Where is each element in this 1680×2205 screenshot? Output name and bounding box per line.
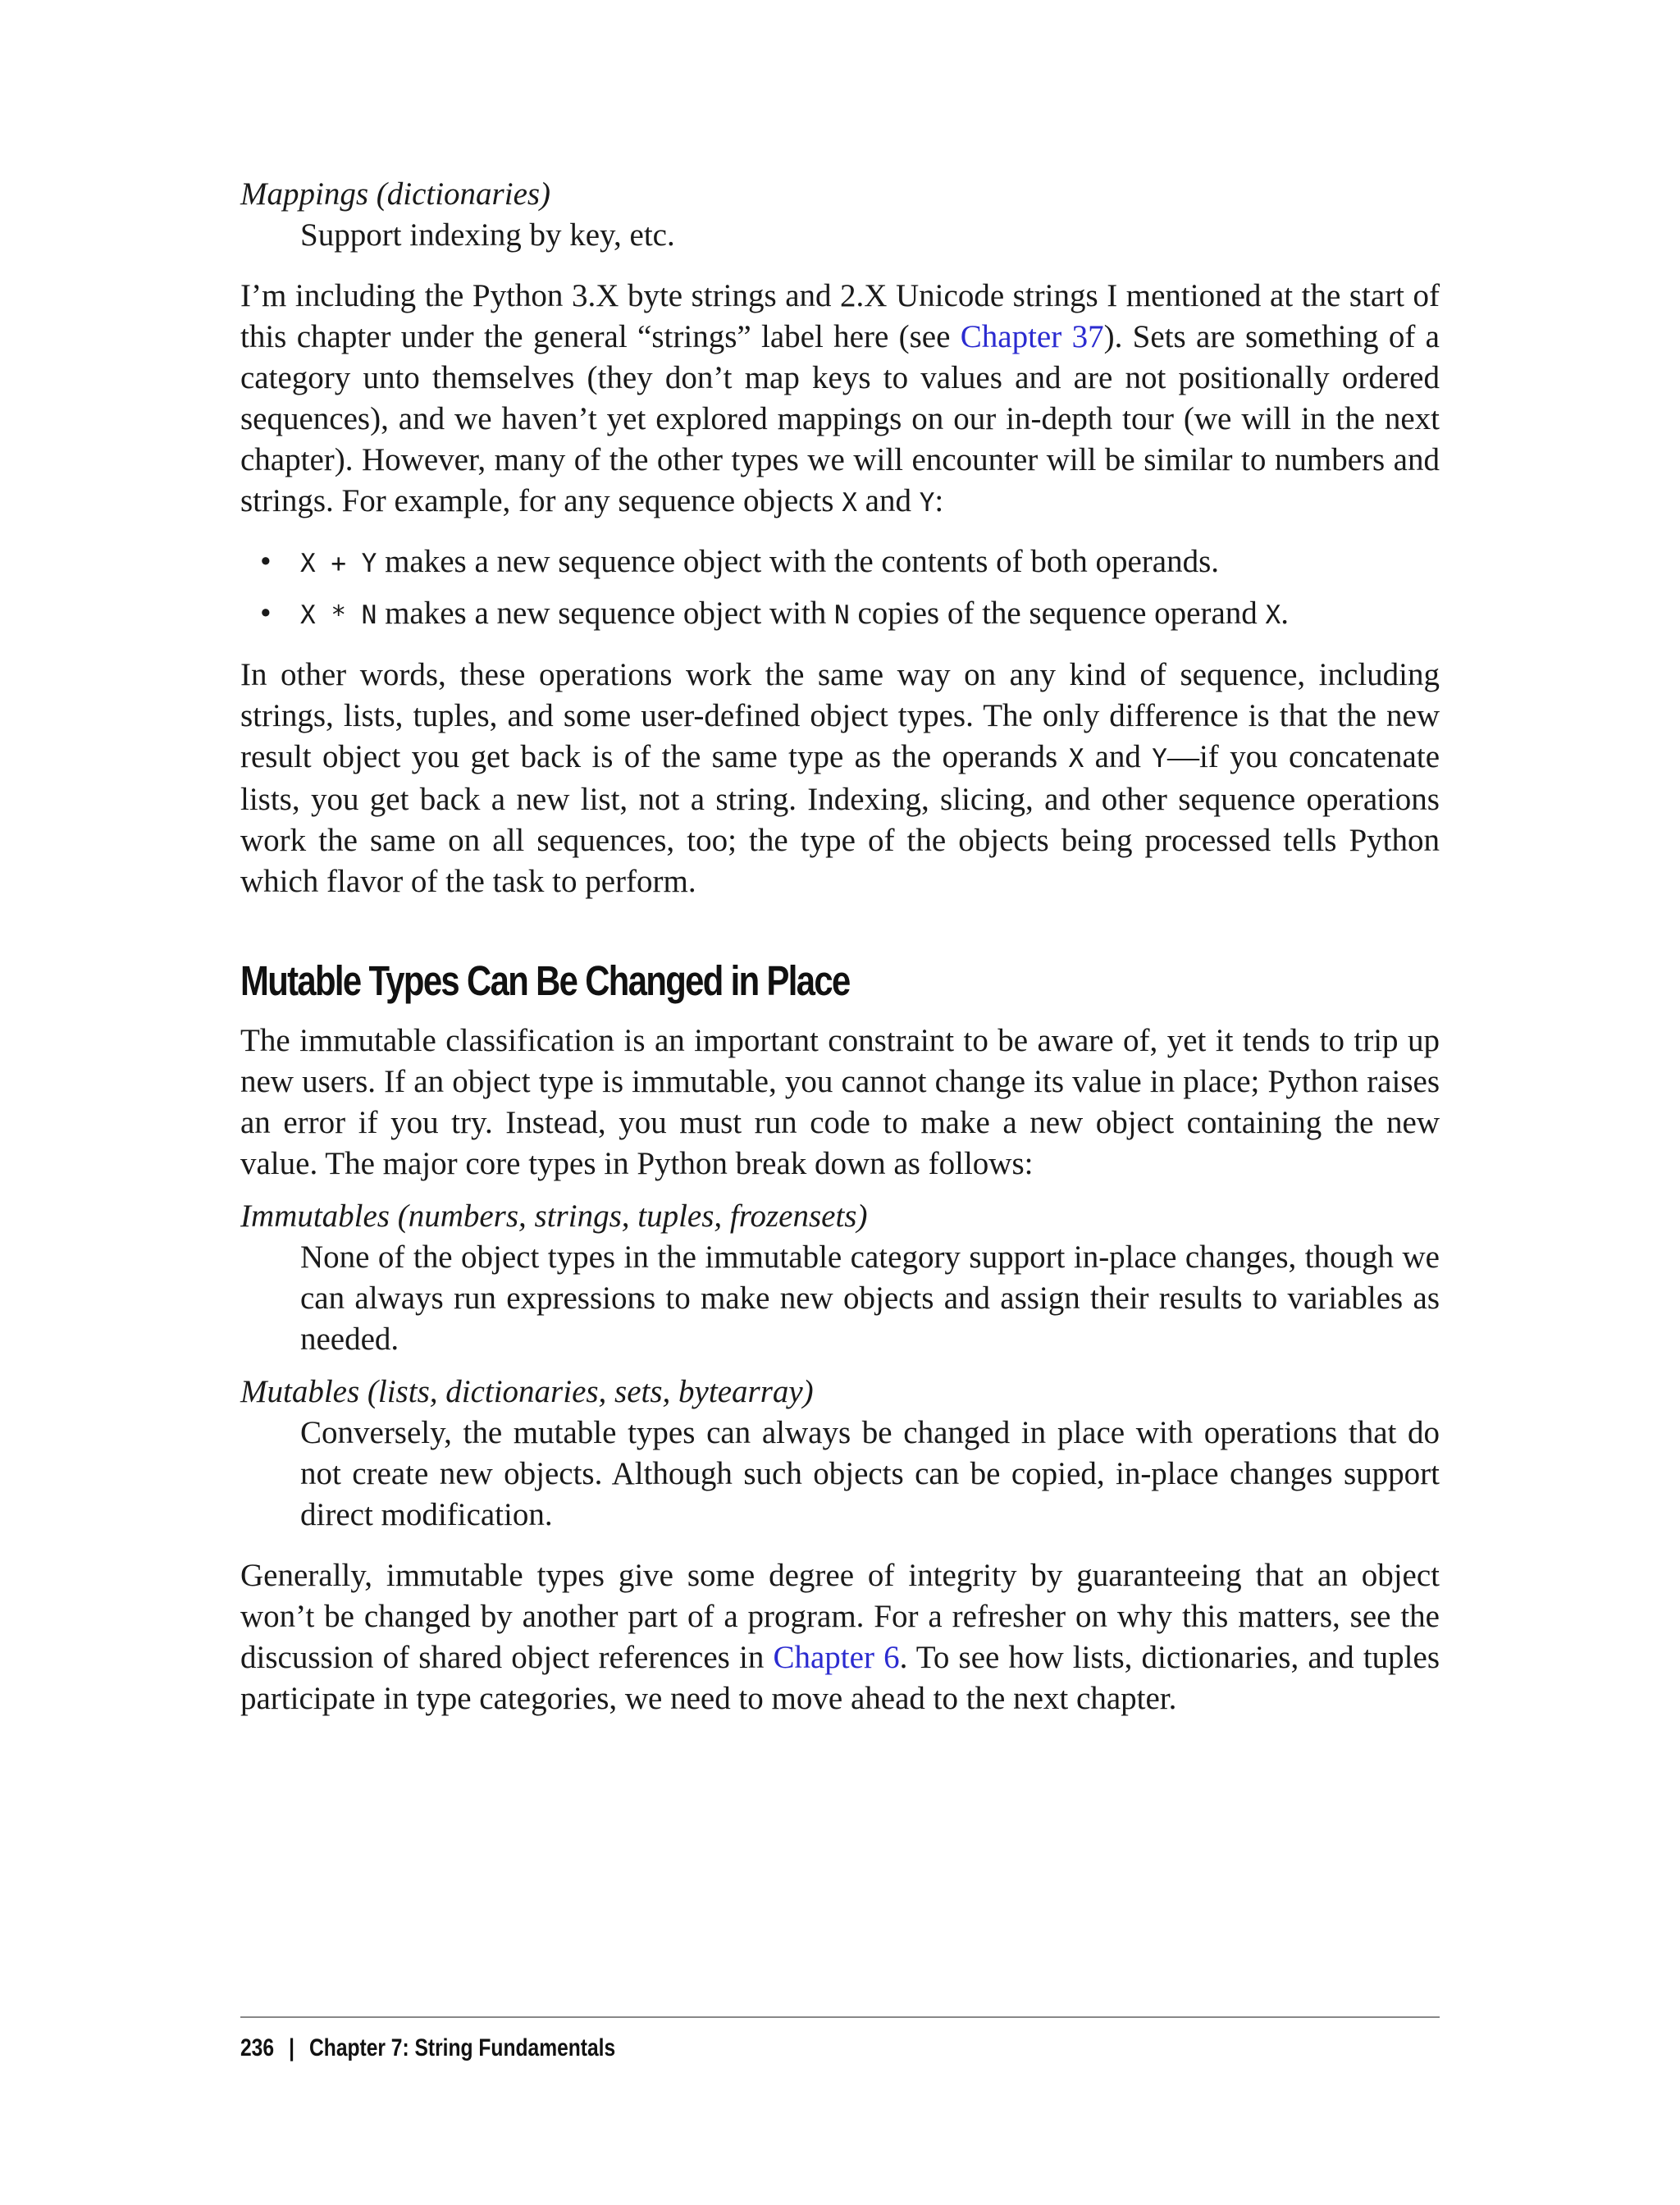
- code-n: N: [834, 600, 850, 630]
- page-body: [240, 174, 1440, 1719]
- page-number: 236: [240, 2034, 275, 2061]
- paragraph-strings-categories: [240, 276, 1440, 523]
- chapter-6-link[interactable]: Chapter 6: [773, 1640, 900, 1675]
- footer-running-head: [240, 2034, 1224, 2062]
- code-y: Y: [919, 488, 935, 518]
- page-footer: [240, 2016, 1440, 2062]
- para1-text-2: ). Sets are something of a category unto themselves (they don’t map keys to values and are not positionally ordered sequences), and we haven’t yet explored mappings on our in-depth tour (we will in the next chapter). However, many of the other types we will encounter will be similar to numbers and strings. For example, for any sequence objects: [240, 319, 1440, 518]
- bullet-list: [240, 541, 1440, 636]
- list-item: [240, 541, 1440, 584]
- definition-term-mappings: Mappings (dictionaries): [240, 176, 551, 212]
- bullet-text: makes a new sequence object with: [377, 596, 835, 631]
- para4-text-1: Generally, immutable types give some degree of integrity by guaranteeing that an object won’t be changed by another part of a program. For a refresher on why this matters, see the discussion of shared object references in: [240, 1558, 1440, 1675]
- bullet-text: copies of the sequence operand: [849, 596, 1266, 631]
- paragraph-integrity: [240, 1555, 1440, 1719]
- para2-text-3: —if you concatenate lists, you get back a new list, not a string. Indexing, slicing, and other sequence operations work the same on all sequences, too; the type of the objects being processed tells Python which flavor of the task to perform.: [240, 739, 1440, 899]
- footer-divider: [240, 2016, 1440, 2018]
- bullet-icon: •: [260, 596, 272, 631]
- bullet-text: .: [1281, 596, 1289, 631]
- definition-body-immutables: None of the object types in the immutable category support in-place changes, though we can always run expressions to make new objects and assign their results to variables as needed.: [300, 1239, 1440, 1357]
- definition-term-immutables: Immutables (numbers, strings, tuples, frozensets): [240, 1198, 868, 1234]
- paragraph-sequence-operations: [240, 655, 1440, 902]
- para2-text-1: In other words, these operations work the same way on any kind of sequence, including strings, lists, tuples, and some user-defined object types. The only difference is that the new result object you get back is of the same type as the operands: [240, 657, 1440, 774]
- code-x-times-n: X * N: [300, 600, 377, 630]
- bullet-icon: •: [260, 544, 272, 579]
- para1-text-1: I’m including the Python 3.X byte strings and 2.X Unicode strings I mentioned at the start of this chapter under the general “strings” label here (see: [240, 278, 1440, 354]
- list-item: [240, 593, 1440, 636]
- para1-text-3: and: [856, 483, 920, 518]
- bullet-text: makes a new sequence object with the contents of both operands.: [377, 544, 1220, 579]
- code-x: X: [1265, 600, 1281, 630]
- chapter-label: Chapter 7: String Fundamentals: [309, 2034, 616, 2061]
- para2-text-2: and: [1084, 739, 1153, 774]
- code-y: Y: [1152, 744, 1167, 774]
- definition-body-mutables: Conversely, the mutable types can always be changed in place with operations that do not create new objects. Although such objects can be copied, in-place changes support direct modification.: [300, 1415, 1440, 1532]
- paragraph-immutable-classification: The immutable classification is an important constraint to be aware of, yet it tends to trip up new users. If an object type is immutable, you cannot change its value in place; Python raises an error if you try. Instead, you must run code to make a new object containing the new value. The major core types in Python break down as follows:: [240, 1023, 1440, 1181]
- code-x-plus-y: X + Y: [300, 549, 377, 578]
- para1-text-4: :: [934, 483, 944, 518]
- definition-body-mappings: Support indexing by key, etc.: [300, 217, 675, 253]
- code-x: X: [1068, 744, 1084, 774]
- footer-separator: |: [289, 2034, 294, 2061]
- chapter-37-link[interactable]: Chapter 37: [960, 319, 1104, 354]
- definition-term-mutables: Mutables (lists, dictionaries, sets, bytearray): [240, 1374, 814, 1409]
- section-heading: Mutable Types Can Be Changed in Place: [240, 957, 850, 1004]
- code-x: X: [842, 488, 857, 518]
- para4-text-2: . To see how lists, dictionaries, and tuples participate in type categories, we need to move ahead to the next chapter.: [240, 1640, 1440, 1716]
